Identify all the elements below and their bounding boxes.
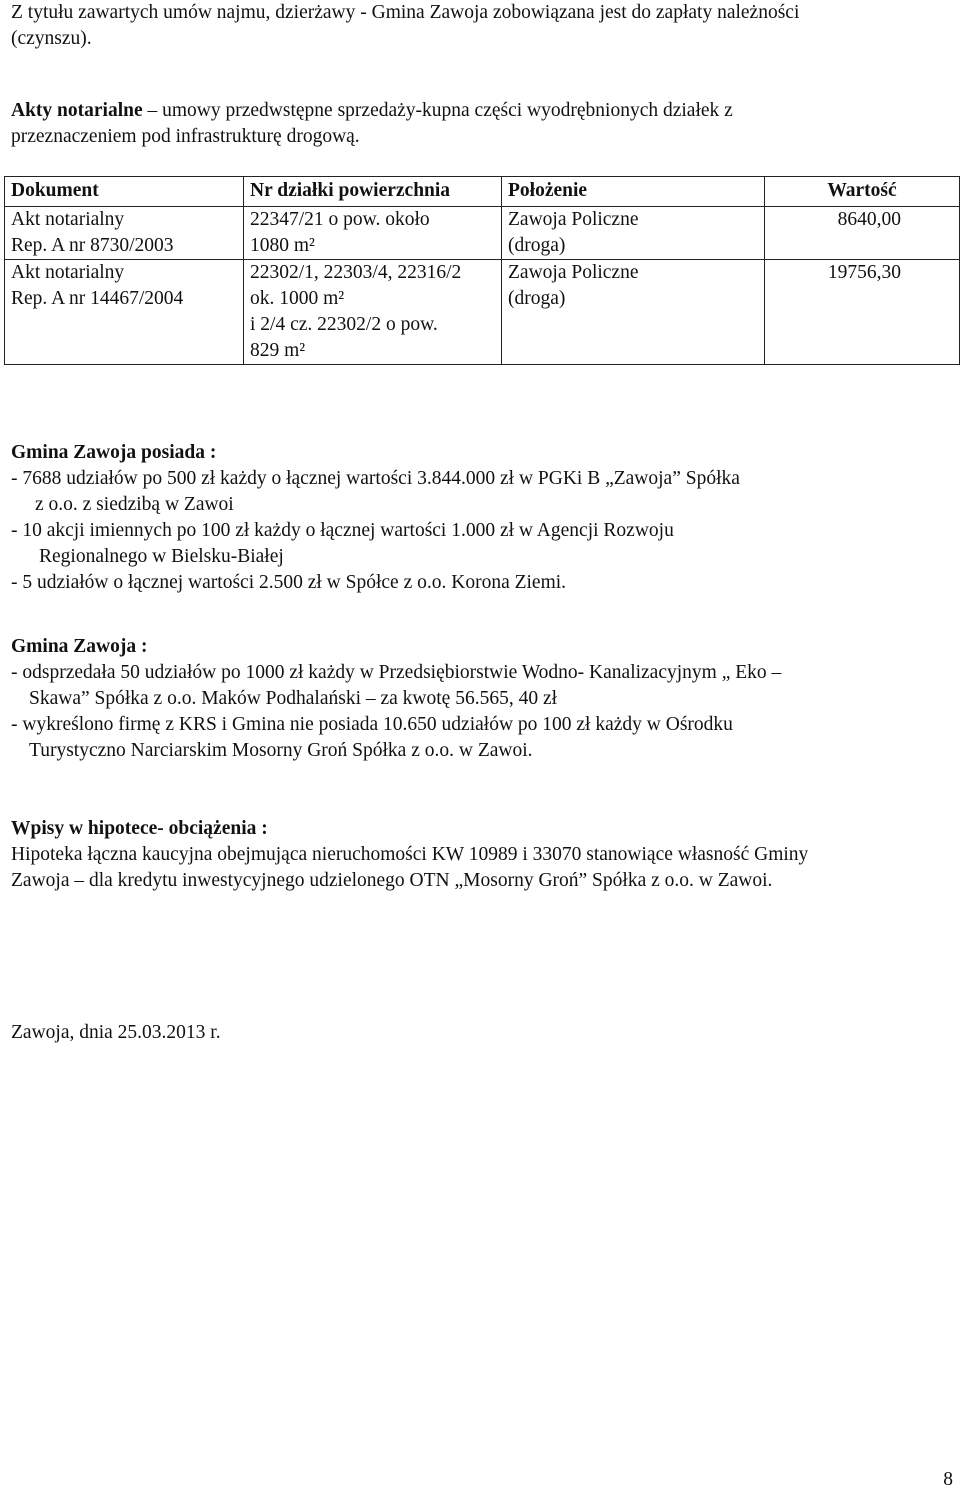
cell-document — [5, 260, 244, 365]
mortgage-section — [11, 816, 951, 894]
mortgage-line-1: Hipoteka łączna kaucyjna obejmująca nieruchomości KW 10989 i 33070 stanowiące własność Gminy — [11, 844, 809, 865]
cell-text: 829 m² — [250, 340, 306, 361]
shares-heading: Gmina Zawoja posiada : — [11, 442, 217, 463]
gmina-item-2b: Turystyczno Narciarskim Mosorny Groń Spółka z o.o. w Zawoi. — [29, 740, 533, 761]
cell-text: 22347/21 o pow. około — [250, 209, 430, 230]
table-row — [5, 260, 960, 365]
cell-parcel — [244, 207, 502, 260]
intro-line-1: Z tytułu zawartych umów najmu, dzierżawy - Gmina Zawoja zobowiązana jest do zapłaty należności — [11, 2, 800, 23]
gmina-item-1b: Skawa” Spółka z o.o. Maków Podhalański – za kwotę 56.565, 40 zł — [29, 688, 558, 709]
header-value: Wartość — [765, 177, 960, 207]
cell-location — [502, 260, 765, 365]
date-line: Zawoja, dnia 25.03.2013 r. — [11, 1022, 221, 1043]
cell-text: i 2/4 cz. 22302/2 o pow. — [250, 314, 438, 335]
cell-text: (droga) — [508, 288, 566, 309]
page-number: 8 — [943, 1469, 953, 1490]
table-header-row — [5, 177, 960, 207]
cell-text: Rep. A nr 14467/2004 — [11, 288, 184, 309]
cell-document — [5, 207, 244, 260]
shares-section — [11, 440, 951, 596]
cell-text: 22302/1, 22303/4, 22316/2 — [250, 262, 462, 283]
cell-text: Zawoja Policzne — [508, 209, 639, 230]
gmina-section — [11, 634, 951, 764]
cell-text: Rep. A nr 8730/2003 — [11, 235, 174, 256]
cell-value: 8640,00 — [765, 207, 960, 260]
intro-line-2: (czynszu). — [11, 28, 92, 49]
gmina-item-2a: - wykreślono firmę z KRS i Gmina nie posiada 10.650 udziałów po 100 zł każdy w Ośrodku — [11, 714, 733, 735]
mortgage-line-2: Zawoja – dla kredytu inwestycyjnego udzielonego OTN „Mosorny Groń” Spółka z o.o. w Zawoi. — [11, 870, 773, 891]
cell-text: ok. 1000 m² — [250, 288, 345, 309]
header-document: Dokument — [5, 177, 244, 207]
cell-value: 19756,30 — [765, 260, 960, 365]
cell-text: Akt notarialny — [11, 262, 125, 283]
acts-line-2: przeznaczeniem pod infrastrukturę drogową. — [11, 126, 360, 147]
cell-location — [502, 207, 765, 260]
mortgage-heading: Wpisy w hipotece- obciążenia : — [11, 818, 268, 839]
header-parcel: Nr działki powierzchnia — [244, 177, 502, 207]
cell-parcel — [244, 260, 502, 365]
cell-text: Akt notarialny — [11, 209, 125, 230]
acts-line-1-rest: – umowy przedwstępne sprzedaży-kupna części wyodrębnionych działek z — [142, 100, 733, 121]
table-row — [5, 207, 960, 260]
cell-text: (droga) — [508, 235, 566, 256]
acts-paragraph — [11, 98, 951, 150]
shares-item-2a: - 10 akcji imiennych po 100 zł każdy o łącznej wartości 1.000 zł w Agencji Rozwoju — [11, 520, 674, 541]
gmina-item-1a: - odsprzedała 50 udziałów po 1000 zł każdy w Przedsiębiorstwie Wodno- Kanalizacyjnym „ Eko – — [11, 662, 782, 683]
gmina-heading: Gmina Zawoja : — [11, 636, 148, 657]
shares-item-1a: - 7688 udziałów po 500 zł każdy o łącznej wartości 3.844.000 zł w PGKi B „Zawoja” Spółka — [11, 468, 740, 489]
shares-item-1b: z o.o. z siedzibą w Zawoi — [35, 494, 234, 515]
cell-text: 1080 m² — [250, 235, 315, 256]
cell-text: Zawoja Policzne — [508, 262, 639, 283]
intro-paragraph — [11, 0, 951, 52]
acts-bold-lead: Akty notarialne — [11, 100, 143, 121]
shares-item-2b: Regionalnego w Bielsku-Białej — [39, 546, 284, 567]
notarial-deeds-table — [4, 176, 960, 365]
header-location: Położenie — [502, 177, 765, 207]
shares-item-3: - 5 udziałów o łącznej wartości 2.500 zł w Spółce z o.o. Korona Ziemi. — [11, 572, 567, 593]
acts-line-1 — [11, 98, 951, 124]
